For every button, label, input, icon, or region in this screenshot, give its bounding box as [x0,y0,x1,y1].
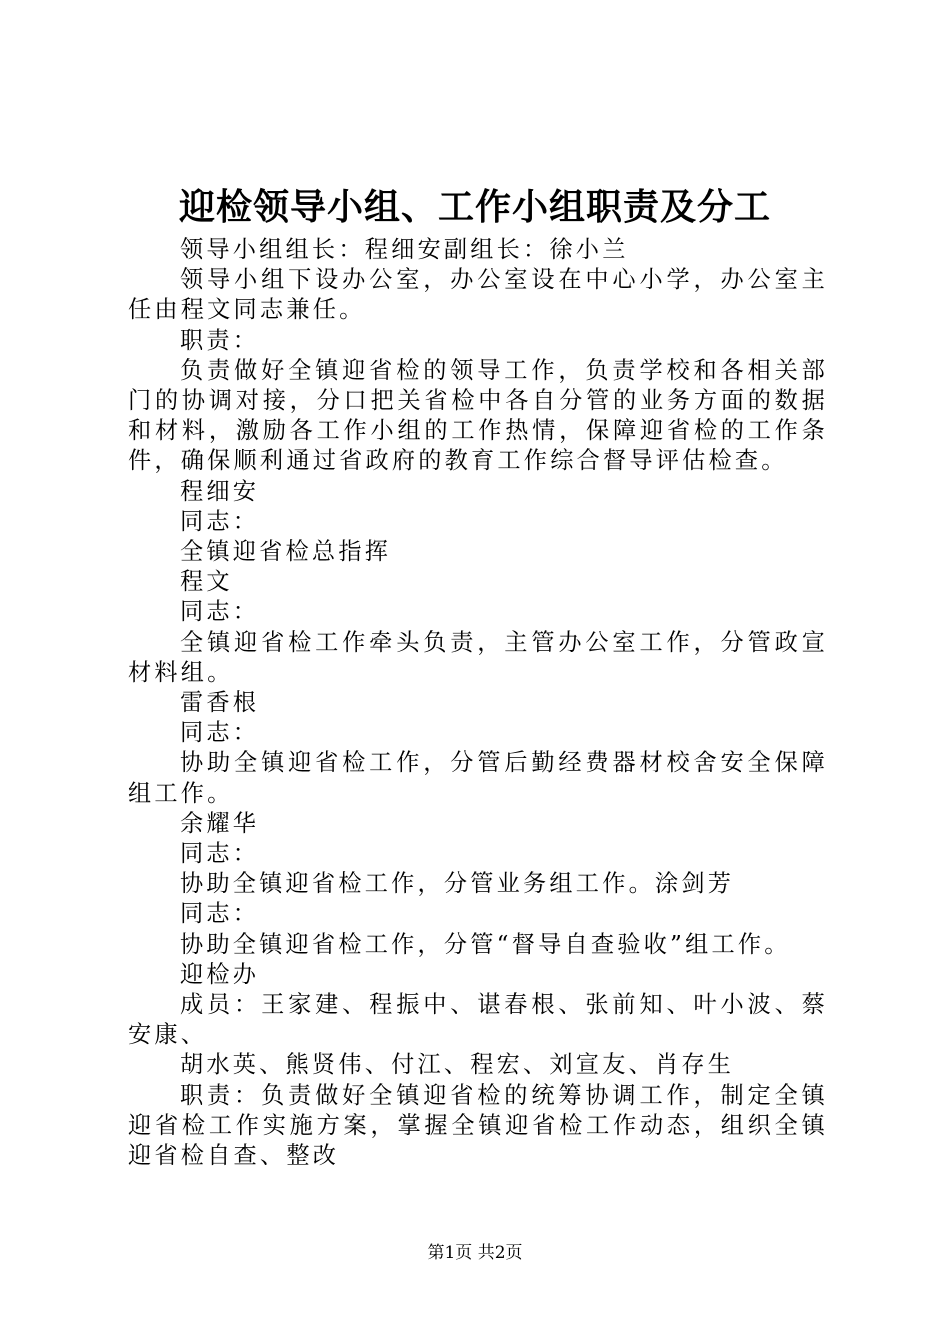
paragraph: 同志： [180,507,260,535]
paragraph: 负责做好全镇迎省检的领导工作，负责学校和各相关部门的协调对接，分口把关省检中各自分管的业务方面的数据和材料，激励各工作小组的工作热情，保障迎省检的工作条件，确保顺利通过省政府的教育工作综合督导评估检查。 [128,356,828,475]
paragraph: 余耀华 [180,809,260,837]
document-body [128,235,828,1171]
page-number-footer: 第1页 共2页 [427,1243,523,1263]
document-title: 迎检领导小组、工作小组职责及分工 [178,187,771,228]
paragraph: 协助全镇迎省检工作，分管后勤经费器材校舍安全保障组工作。 [128,749,828,807]
paragraph: 同志： [180,719,260,747]
paragraph: 职责： [180,326,260,354]
paragraph: 全镇迎省检工作牵头负责，主管办公室工作，分管政宣材料组。 [128,628,828,686]
paragraph: 协助全镇迎省检工作，分管“督导自查验收”组工作。 [180,930,791,958]
paragraph: 胡水英、熊贤伟、付江、程宏、刘宣友、肖存生 [180,1051,735,1079]
paragraph: 同志： [180,840,260,868]
paragraph: 全镇迎省检总指挥 [180,538,392,566]
paragraph: 迎检办 [180,960,260,988]
paragraph: 领导小组下设办公室，办公室设在中心小学，办公室主任由程文同志兼任。 [128,266,828,324]
paragraph: 职责：负责做好全镇迎省检的统筹协调工作，制定全镇迎省检工作实施方案，掌握全镇迎省检工作动态，组织全镇迎省检自查、整改 [128,1081,828,1170]
paragraph: 同志： [180,900,260,928]
paragraph: 领导小组组长：程细安副组长：徐小兰 [180,236,629,263]
paragraph: 协助全镇迎省检工作，分管业务组工作。涂剑芳 [180,870,735,898]
paragraph: 成员：王家建、程振中、谌春根、张前知、叶小波、蔡安康、 [128,991,828,1049]
paragraph: 程文 [180,568,233,596]
paragraph: 雷香根 [180,689,260,717]
paragraph: 程细安 [180,477,260,505]
paragraph: 同志： [180,598,260,626]
